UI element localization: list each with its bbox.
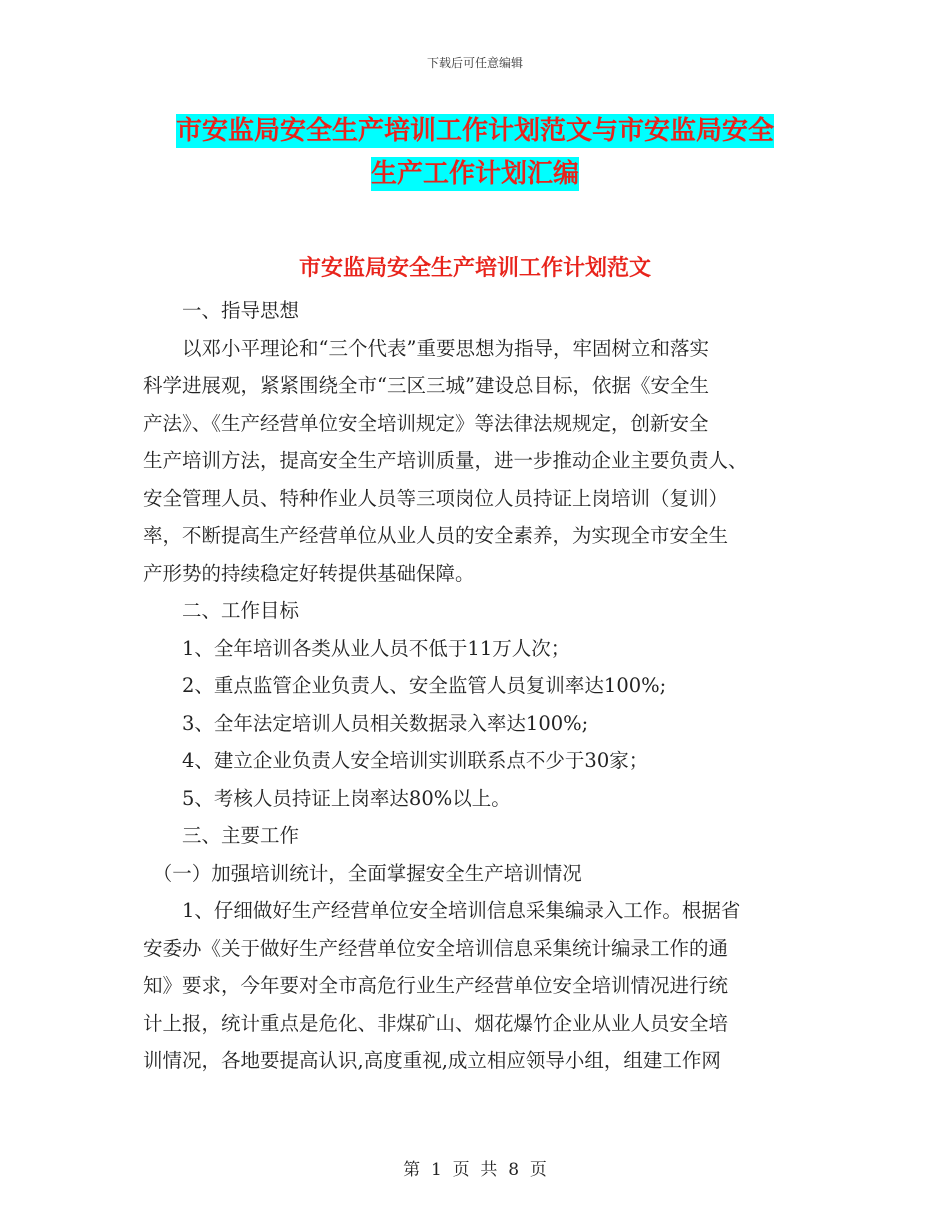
body-line: 生产培训方法，提高安全生产培训质量，进一步推动企业主要负责人、 [143, 449, 748, 472]
body-line: （一）加强培训统计，全面掌握安全生产培训情况 [143, 861, 582, 885]
body-line: 一、指导思想 [143, 299, 300, 322]
body-line: 二、工作目标 [143, 599, 300, 622]
page-footer: 第 1 页 共 8 页 [403, 1160, 547, 1180]
body-line: 安委办《关于做好生产经营单位安全培训信息采集统计编录工作的通 [143, 936, 729, 960]
body-line: 安全管理人员、特种作业人员等三项岗位人员持证上岗培训（复训） [143, 486, 729, 510]
body-line: 三、主要工作 [143, 824, 300, 847]
body-line: 以邓小平理论和“三个代表”重要思想为指导，牢固树立和落实 [143, 336, 709, 360]
document-title-line-2: 生产工作计划汇编 [370, 159, 579, 189]
body-line: 率，不断提高生产经营单位从业人员的安全素养，为实现全市安全生 [143, 524, 729, 547]
header-note: 下载后可任意编辑 [426, 56, 523, 70]
document-title-line-1: 市安监局安全生产培训工作计划范文与市安监局安全 [175, 116, 774, 146]
body-line: 产形势的持续稳定好转提供基础保障。 [143, 561, 475, 585]
body-line: 3、全年法定培训人员相关数据录入率达100%; [143, 711, 589, 735]
body-line: 1、仔细做好生产经营单位安全培训信息采集编录入工作。根据省 [143, 899, 741, 922]
section-title: 市安监局安全生产培训工作计划范文 [298, 255, 651, 281]
body-line: 1、全年培训各类从业人员不低于11万人次； [143, 636, 571, 660]
body-line: 训情况，各地要提高认识,高度重视,成立相应领导小组，组建工作网 [143, 1049, 721, 1072]
body-line: 产法》、《生产经营单位安全培训规定》等法律法规规定，创新安全 [143, 411, 709, 435]
body-line: 知》要求，今年要对全市高危行业生产经营单位安全培训情况进行统 [143, 974, 729, 997]
body-line: 4、建立企业负责人安全培训实训联系点不少于30家； [143, 749, 649, 772]
body-line: 科学进展观，紧紧围绕全市“三区三城”建设总目标，依据《安全生 [143, 374, 709, 397]
body-line: 2、重点监管企业负责人、安全监管人员复训率达100%; [143, 674, 667, 697]
body-line: 5、考核人员持证上岗率达80%以上。 [143, 786, 511, 810]
body-line: 计上报，统计重点是危化、非煤矿山、烟花爆竹企业从业人员安全培 [143, 1011, 729, 1035]
